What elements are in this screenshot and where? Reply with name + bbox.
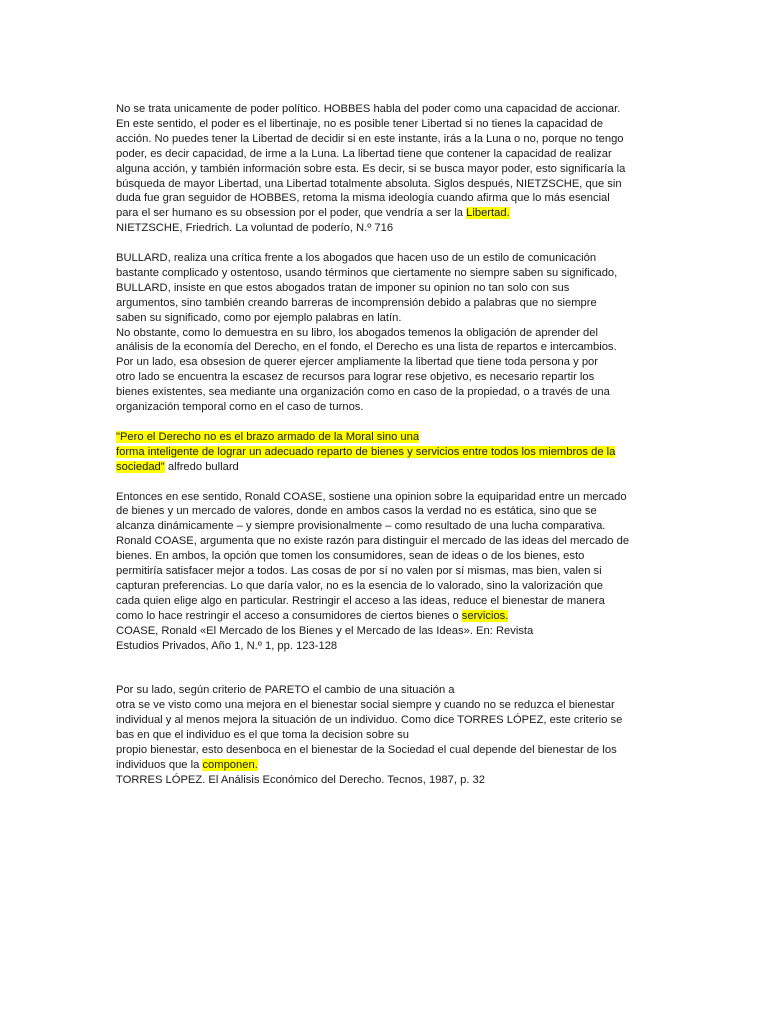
text-line (116, 340, 656, 355)
line-text: acción. No puedes tener la Libertad de decidir si en este instante, irás a la Luna o no, porque no tengo (116, 132, 624, 145)
text-line (116, 296, 656, 311)
line-text: otro lado se encuentra la escasez de recursos para lograr rese objetivo, es necesario repartir los (116, 371, 595, 384)
text-line (116, 609, 656, 624)
text-line (116, 355, 656, 370)
line-text: para el ser humano es su obsession por el poder, que vendría a ser la (116, 207, 467, 220)
paragraph-spacer (116, 236, 656, 251)
highlighted-text: Libertad. (466, 207, 510, 220)
line-text: No obstante, como lo demuestra en su libro, los abogados temenos la obligación de aprender del (116, 326, 598, 339)
text-line (116, 713, 656, 728)
text-line (116, 430, 656, 445)
text-line (116, 385, 656, 400)
line-text: bienes. En ambos, la opción que tomen los consumidores, sean de ideas o de los bienes, esto (116, 550, 585, 563)
text-line (116, 132, 656, 147)
line-text: COASE, Ronald «El Mercado de los Bienes y el Mercado de las Ideas». En: Revista (116, 624, 534, 637)
text-line (116, 534, 656, 549)
line-text: cada quien elige algo en particular. Restringir el acceso a las ideas, reduce el bienestar de manera (116, 594, 605, 607)
text-line (116, 519, 656, 534)
paragraph (116, 490, 656, 654)
highlighted-text: "Pero el Derecho no es el brazo armado de la Moral sino una (116, 430, 420, 443)
line-text-after: alfredo bullard (164, 460, 239, 473)
line-text: argumentos, sino también creando barreras de incomprensión debido a palabras que no siempre (116, 296, 597, 309)
line-text: como lo hace restringir el acceso a consumidores de ciertos bienes o (116, 609, 462, 622)
text-line (116, 400, 656, 415)
paragraph (116, 251, 656, 415)
line-text: bas en que el individuo es el que toma la decision sobre su (116, 729, 409, 741)
text-line (116, 758, 656, 773)
text-line (116, 728, 656, 743)
paragraph-spacer (116, 653, 656, 683)
line-text: saben su significado, como por ejemplo palabras en latín. (116, 311, 402, 324)
line-text: permitiría satisfacer mejor a todos. Las cosas de por sí no valen por sí mismas, mas bien, valen si (116, 565, 602, 578)
text-line (116, 624, 656, 639)
text-line (116, 460, 656, 475)
text-line (116, 504, 656, 519)
line-text: En este sentido, el poder es el libertinaje, no es posible tener Libertad si no tienes la capacidad de (116, 117, 603, 130)
line-text: análisis de la economía del Derecho, en el fondo, el Derecho es una lista de repartos e intercambios. (116, 341, 617, 354)
document-page (116, 102, 656, 788)
text-line (116, 221, 656, 236)
text-line (116, 445, 656, 460)
line-text: No se trata unicamente de poder político. HOBBES habla del poder como una capacidad de accionar. (116, 103, 621, 115)
paragraph (116, 102, 656, 236)
line-text: bienes existentes, sea mediante una organización como en caso de la propiedad, o a través de una (116, 386, 610, 399)
line-text: Por su lado, según criterio de PARETO el cambio de una situación a (116, 684, 455, 697)
line-text: de bienes y un mercado de valores, donde en ambos casos la verdad no es estática, sino que se (116, 505, 597, 518)
paragraph (116, 683, 656, 787)
text-line (116, 326, 656, 341)
paragraph-spacer (116, 415, 656, 430)
highlighted-text: componen. (202, 758, 258, 771)
text-line (116, 311, 656, 326)
text-line (116, 281, 656, 296)
line-text: poder, es decir capacidad, de irme a la Luna. La libertad tiene que contener la capacidad de realizar (116, 147, 612, 160)
line-text: propio bienestar, esto desenboca en el bienestar de la Sociedad el cual depende del bienestar de los (116, 743, 617, 756)
line-text: capturan preferencias. Lo que daría valor, no es la esencia de lo valorado, sino la valorización que (116, 579, 603, 592)
line-text: BULLARD, insiste en que estos abogados tratan de imponer su opinion no tan solo con sus (116, 281, 570, 294)
line-text: individual y al menos mejora la situación de un individuo. Como dice TORRES LÓPEZ, este criterio se (116, 714, 623, 727)
text-line (116, 549, 656, 564)
line-text: TORRES LÓPEZ. El Análisis Económico del Derecho. Tecnos, 1987, p. 32 (116, 773, 485, 786)
line-text: alguna acción, y también información sobre esta. Es decir, si se busca mayor poder, esto significaría la (116, 162, 626, 175)
line-text: alcanza dinámicamente – y siempre provisionalmente – como resultado de una lucha comparativa. (116, 520, 606, 533)
text-line (116, 743, 656, 758)
paragraph (116, 430, 656, 475)
highlighted-text: forma inteligente de lograr un adecuado reparto de bienes y servicios entre todos los miembros de la (116, 445, 616, 458)
text-line (116, 117, 656, 132)
text-line (116, 191, 656, 206)
line-text: BULLARD, realiza una crítica frente a los abogados que hacen uso de un estilo de comunicación (116, 252, 597, 265)
text-line (116, 251, 656, 266)
text-line (116, 370, 656, 385)
text-line (116, 177, 656, 192)
line-text: búsqueda de mayor Libertad, una Libertad totalmente absoluta. Siglos después, NIETZSCHE, que sin (116, 177, 622, 190)
highlighted-text: servicios. (461, 609, 509, 622)
text-line (116, 162, 656, 177)
text-line (116, 698, 656, 713)
text-line (116, 102, 656, 117)
text-line (116, 564, 656, 579)
line-text: Por un lado, esa obsesion de querer ejercer ampliamente la libertad que tiene toda persona y por (116, 356, 598, 369)
line-text: Ronald COASE, argumenta que no existe razón para distinguir el mercado de las ideas del mercado de (116, 535, 630, 548)
line-text: Estudios Privados, Año 1, N.º 1, pp. 123-128 (116, 639, 338, 652)
line-text: organización temporal como en el caso de turnos. (116, 401, 364, 414)
text-line (116, 490, 656, 505)
highlighted-text: sociedad" (116, 460, 165, 473)
line-text: otra se ve visto como una mejora en el bienestar social siempre y cuando no se reduzca el bienestar (116, 699, 615, 712)
line-text: individuos que la (116, 758, 203, 771)
text-line (116, 147, 656, 162)
text-line (116, 579, 656, 594)
text-line (116, 266, 656, 281)
text-line (116, 594, 656, 609)
line-text: NIETZSCHE, Friedrich. La voluntad de poderío, N.º 716 (116, 222, 394, 235)
text-line (116, 683, 656, 698)
text-line (116, 206, 656, 221)
line-text: bastante complicado y ostentoso, usando términos que ciertamente no siempre saben su significado, (116, 266, 618, 279)
text-line (116, 773, 656, 788)
line-text: duda fue gran seguidor de HOBBES, retoma la misma ideología cuando afirma que lo más esencial (116, 192, 610, 205)
paragraph-spacer (116, 475, 656, 490)
text-line (116, 639, 656, 654)
line-text: Entonces en ese sentido, Ronald COASE, sostiene una opinion sobre la equiparidad entre un mercado (116, 490, 627, 503)
